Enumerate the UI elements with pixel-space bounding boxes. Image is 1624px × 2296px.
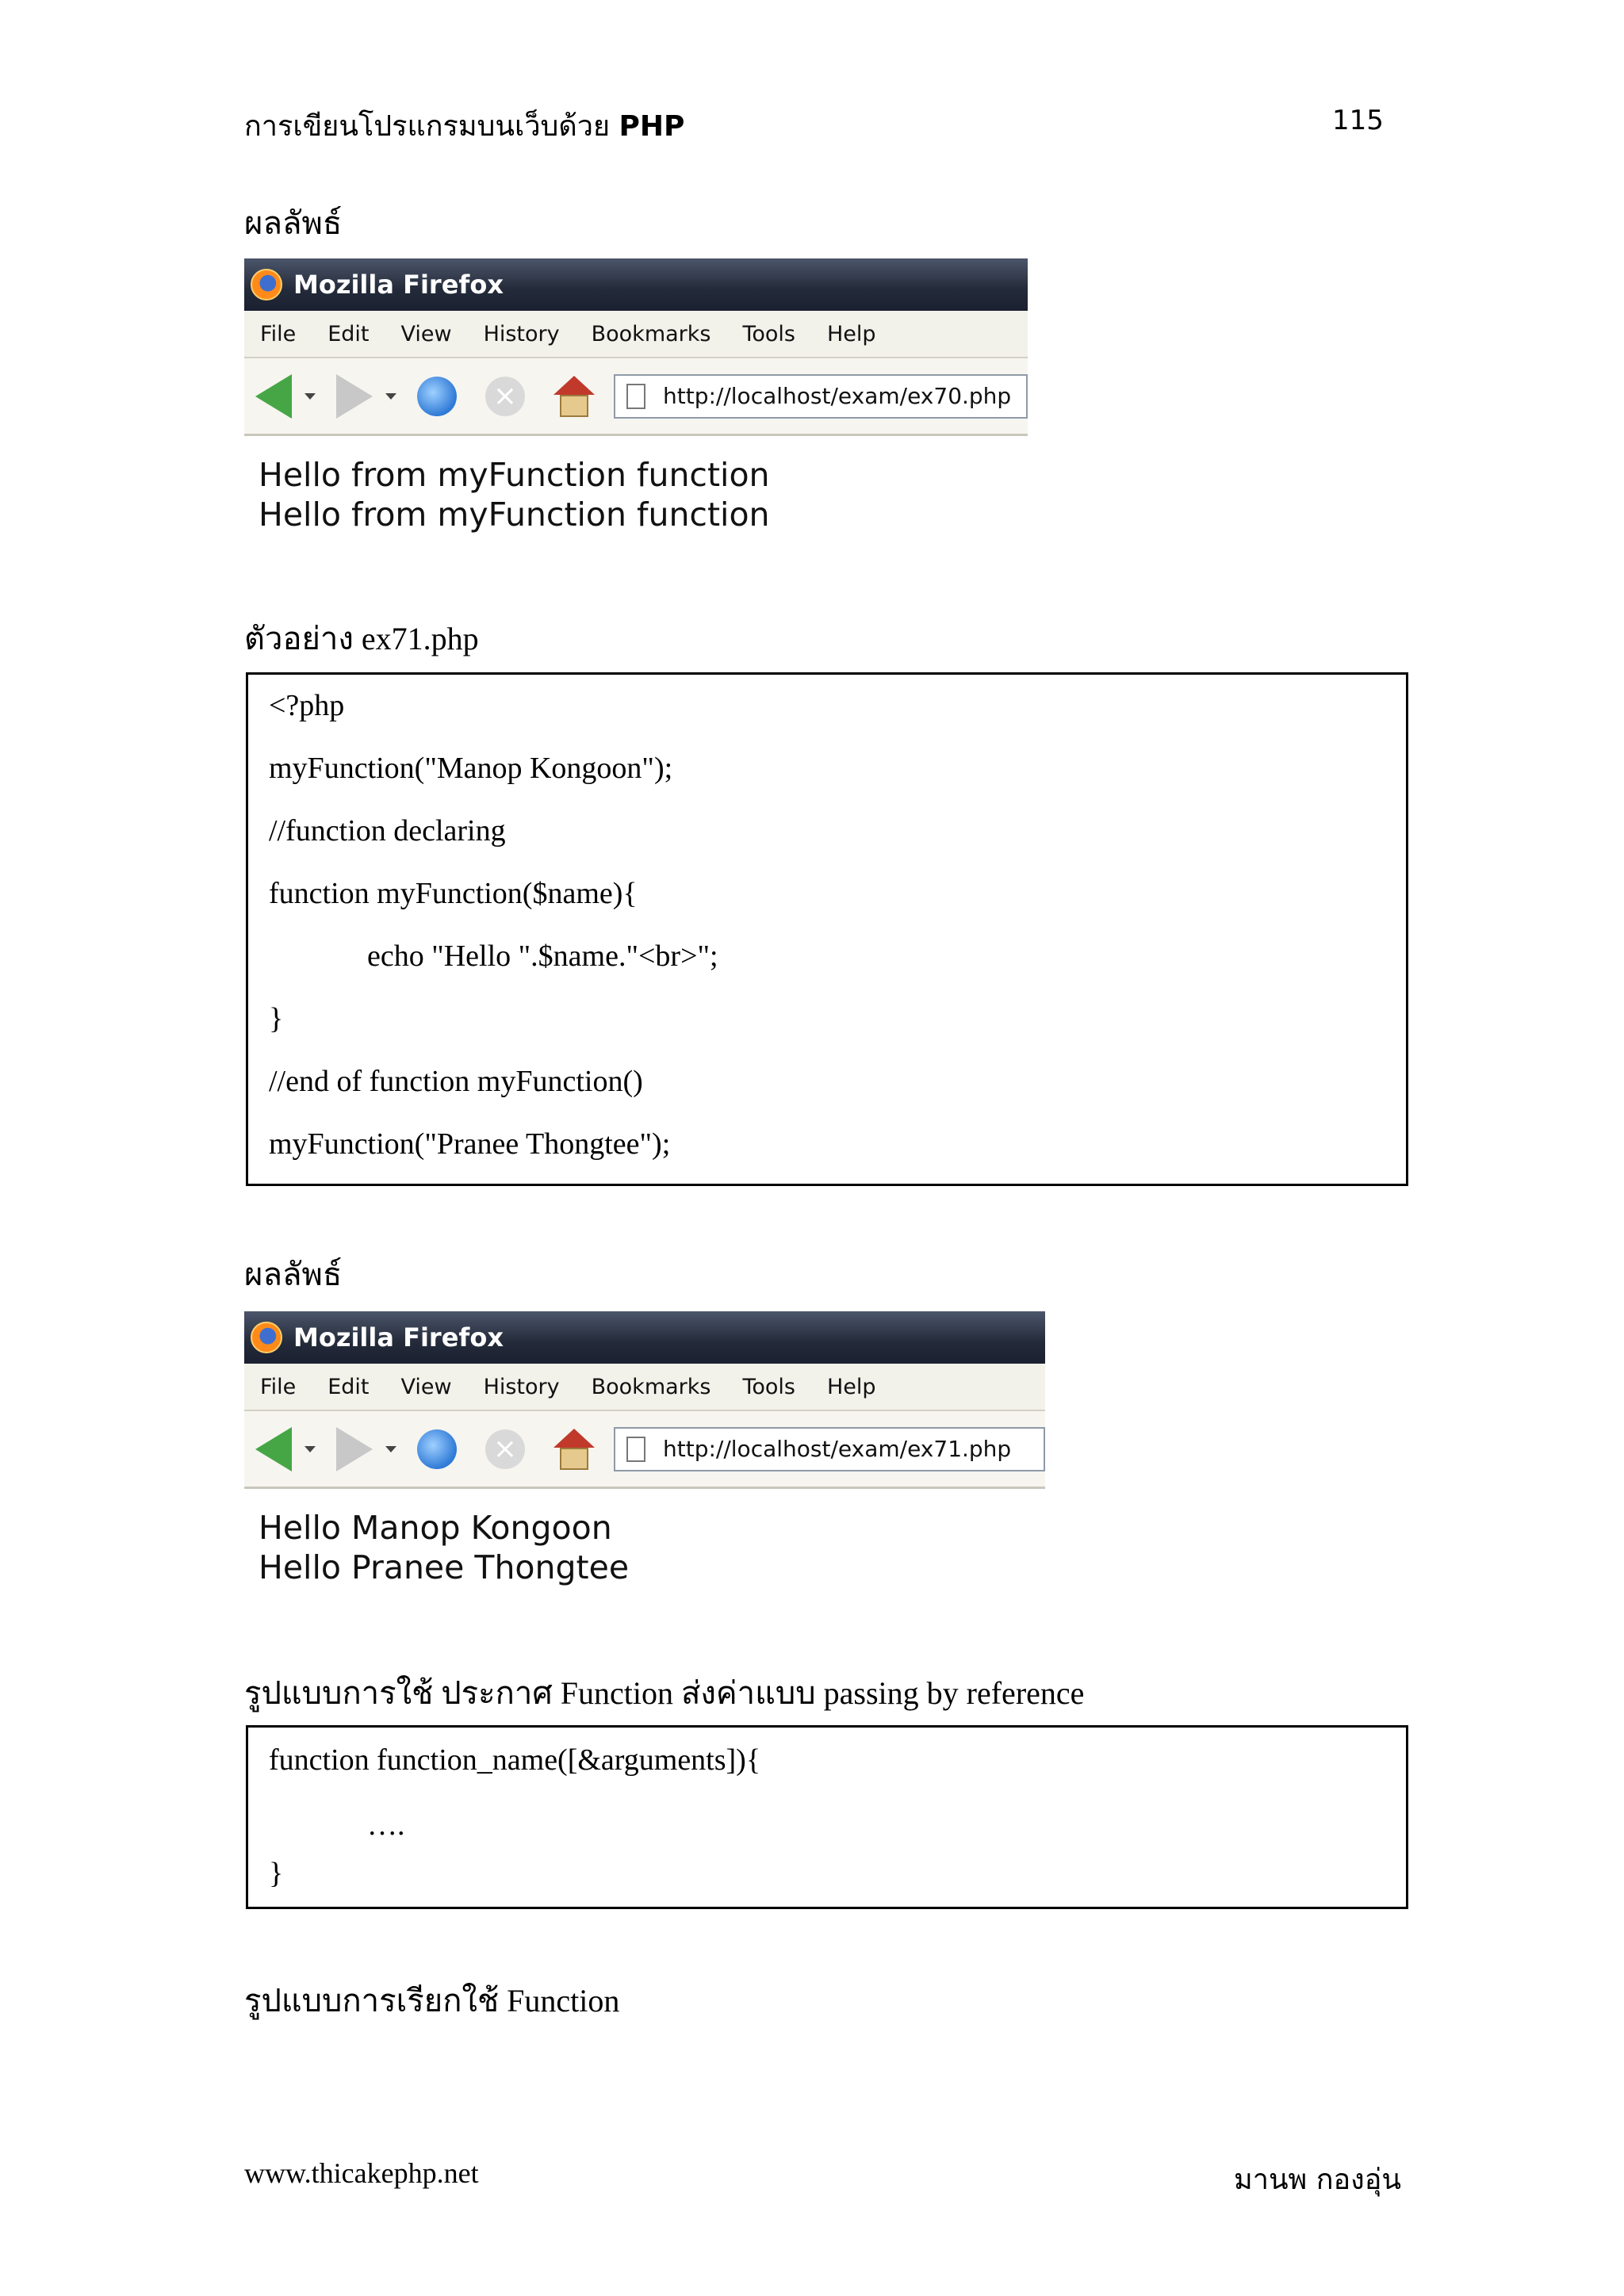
browser-titlebar xyxy=(244,258,1028,311)
back-dropdown-icon[interactable] xyxy=(304,1446,316,1452)
example-heading: ตัวอย่าง ex71.php xyxy=(244,621,479,656)
browser-menubar xyxy=(244,311,1028,358)
code-line: function function_name([&arguments]){ xyxy=(269,1743,761,1777)
reference-heading: รูปแบบการใช้ ประกาศ Function ส่งค่าแบบ passing by reference xyxy=(244,1675,1085,1711)
menu-tools[interactable]: Tools xyxy=(742,321,795,346)
code-line: } xyxy=(269,1002,284,1035)
browser-screenshot-1 xyxy=(244,258,1028,534)
browser-content xyxy=(244,436,1028,534)
forward-dropdown-icon[interactable] xyxy=(385,393,396,400)
stop-icon[interactable]: × xyxy=(485,377,525,416)
url-bar[interactable] xyxy=(614,374,1028,419)
url-text: http://localhost/exam/ex71.php xyxy=(663,1436,1012,1462)
code-line: } xyxy=(269,1857,284,1890)
firefox-logo-icon xyxy=(251,269,282,300)
page-number: 115 xyxy=(1332,105,1384,136)
browser-title: Mozilla Firefox xyxy=(293,1322,504,1353)
browser-screenshot-2 xyxy=(244,1311,1045,1587)
back-arrow-icon[interactable] xyxy=(255,1427,292,1471)
menu-help[interactable]: Help xyxy=(827,321,876,346)
url-bar[interactable] xyxy=(614,1427,1045,1471)
menu-view[interactable]: View xyxy=(400,321,452,346)
footer-author: มานพ กองอุ่น xyxy=(1234,2164,1401,2196)
stop-icon[interactable]: × xyxy=(485,1429,525,1469)
browser-menubar xyxy=(244,1364,1045,1411)
menu-bookmarks[interactable]: Bookmarks xyxy=(591,1374,711,1399)
home-icon[interactable] xyxy=(553,1429,595,1470)
output-line: Hello Pranee Thongtee xyxy=(259,1548,630,1586)
browser-content xyxy=(244,1489,1045,1587)
output-line: Hello from myFunction function xyxy=(259,456,770,494)
reload-icon[interactable] xyxy=(417,1429,457,1469)
code-line: …. xyxy=(367,1808,405,1842)
browser-title: Mozilla Firefox xyxy=(293,270,504,300)
output-line: Hello Manop Kongoon xyxy=(259,1509,612,1547)
menu-history[interactable]: History xyxy=(483,321,560,346)
page-header-title xyxy=(244,103,684,148)
browser-navbar xyxy=(244,358,1028,436)
code-line: //end of function myFunction() xyxy=(269,1065,643,1098)
menu-view[interactable]: View xyxy=(400,1374,452,1399)
firefox-logo-icon xyxy=(251,1322,282,1353)
result-heading-1: ผลลัพธ์ xyxy=(244,205,343,241)
forward-arrow-icon[interactable] xyxy=(336,1427,373,1471)
code-line: echo "Hello ".$name."<br>"; xyxy=(367,939,718,973)
header-title-php: PHP xyxy=(619,110,685,143)
menu-tools[interactable]: Tools xyxy=(742,1374,795,1399)
output-line: Hello from myFunction function xyxy=(259,496,770,534)
back-arrow-icon[interactable] xyxy=(255,374,292,419)
result-heading-2: ผลลัพธ์ xyxy=(244,1257,343,1292)
home-icon[interactable] xyxy=(553,376,595,417)
reload-icon[interactable] xyxy=(417,377,457,416)
forward-arrow-icon[interactable] xyxy=(336,374,373,419)
browser-navbar xyxy=(244,1411,1045,1489)
menu-edit[interactable]: Edit xyxy=(327,1374,370,1399)
code-line: myFunction("Pranee Thongtee"); xyxy=(269,1127,671,1161)
code-line: myFunction("Manop Kongoon"); xyxy=(269,752,673,785)
call-heading: รูปแบบการเรียกใช้ Function xyxy=(244,1983,620,2019)
code-line: <?php xyxy=(269,689,345,722)
url-text: http://localhost/exam/ex70.php xyxy=(663,383,1012,409)
code-line: function myFunction($name){ xyxy=(269,877,638,910)
back-dropdown-icon[interactable] xyxy=(304,393,316,400)
code-box-reference xyxy=(246,1725,1408,1909)
page-icon xyxy=(626,1437,645,1462)
menu-help[interactable]: Help xyxy=(827,1374,876,1399)
code-box-ex71 xyxy=(246,672,1408,1186)
footer-website: www.thicakephp.net xyxy=(244,2157,479,2189)
browser-titlebar xyxy=(244,1311,1045,1364)
menu-history[interactable]: History xyxy=(483,1374,560,1399)
menu-bookmarks[interactable]: Bookmarks xyxy=(591,321,711,346)
menu-file[interactable]: File xyxy=(260,321,297,346)
header-title-thai: การเขียนโปรแกรมบนเว็บด้วย xyxy=(244,110,611,143)
forward-dropdown-icon[interactable] xyxy=(385,1446,396,1452)
code-line: //function declaring xyxy=(269,814,506,848)
menu-edit[interactable]: Edit xyxy=(327,321,370,346)
menu-file[interactable]: File xyxy=(260,1374,297,1399)
page-icon xyxy=(626,384,645,409)
